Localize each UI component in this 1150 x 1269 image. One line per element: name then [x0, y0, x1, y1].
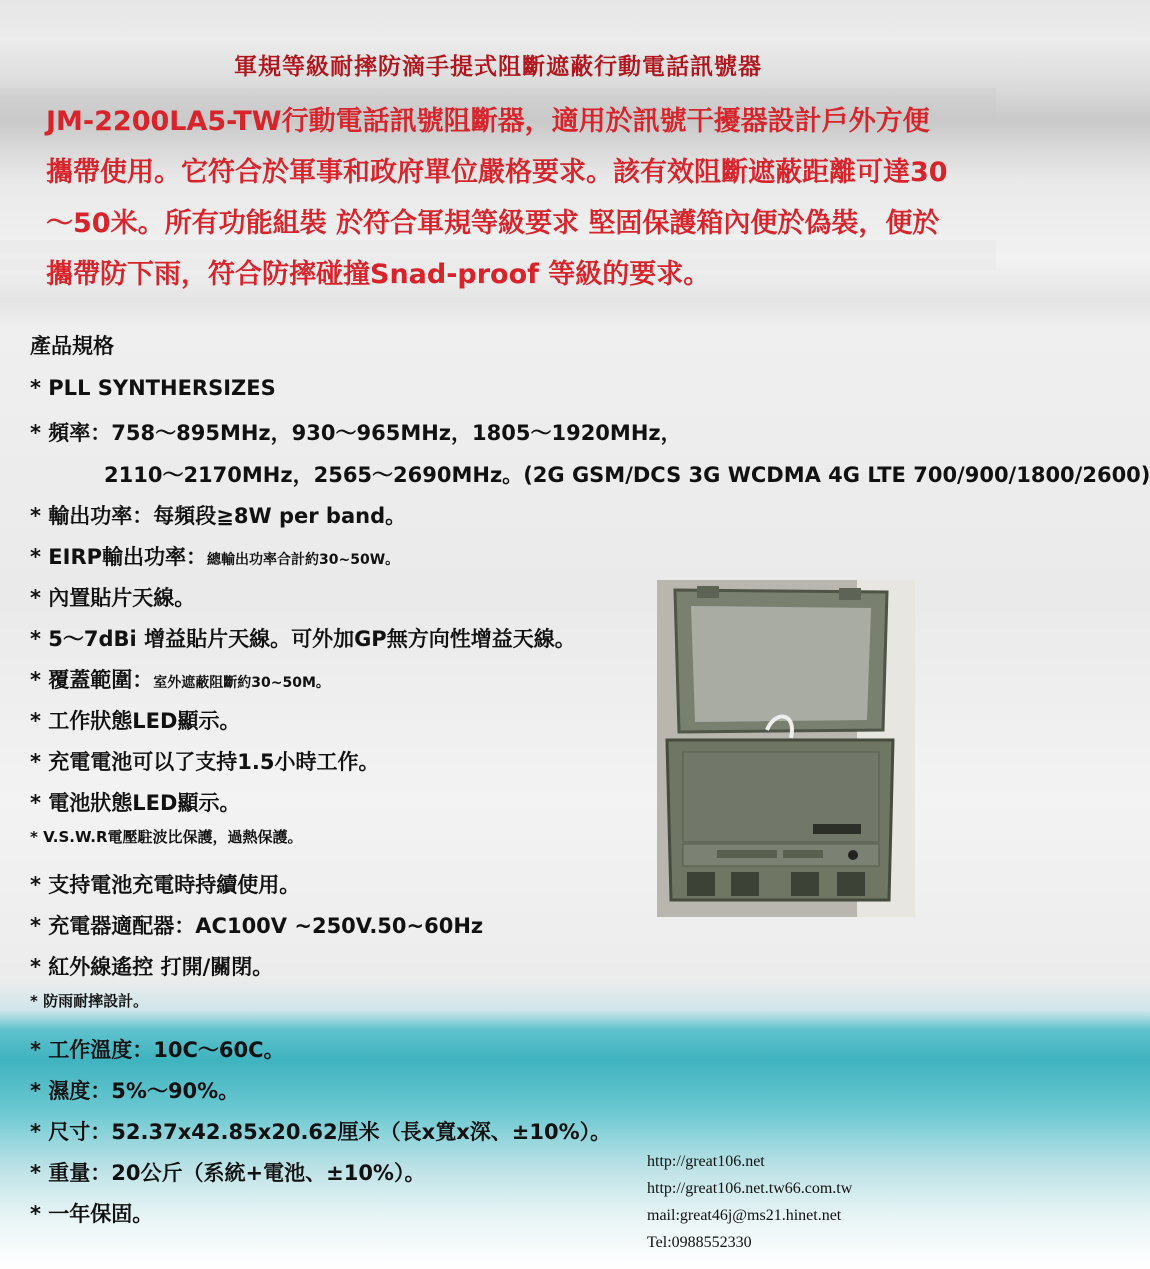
email-address[interactable]: mail:great46j@ms21.hinet.net: [647, 1207, 842, 1224]
spec-item: * 充電電池可以了支持1.5小時工作。: [30, 750, 380, 774]
contact-block: [647, 1148, 967, 1256]
spec-item: * EIRP輸出功率：總輸出功率合計約30~50W。: [30, 545, 400, 569]
spec-item-continued: 2110～2170MHz，2565～2690MHz。(2G GSM/DCS 3G WCDMA 4G LTE 700/900/1800/2600): [104, 463, 1150, 487]
product-photo: [657, 580, 915, 917]
spec-heading: 產品規格: [30, 334, 114, 358]
spec-item: * 紅外線遙控 打開/關閉。: [30, 955, 274, 979]
spec-item: * 濕度：5%～90%。: [30, 1079, 240, 1103]
website-link[interactable]: http://great106.net: [647, 1153, 765, 1170]
website-link-secondary[interactable]: http://great106.net.tw66.com.tw: [647, 1180, 853, 1197]
spec-item: * 覆蓋範圍：室外遮蔽阻斷約30~50M。: [30, 668, 330, 692]
spec-item: * 尺寸：52.37x42.85x20.62厘米（長x寬x深、±10%）。: [30, 1120, 612, 1144]
spec-item: * 工作狀態LED顯示。: [30, 709, 241, 733]
spec-item: * 一年保固。: [30, 1202, 154, 1226]
intro-paragraph: JM-2200LA5-TW行動電話訊號阻斷器，適用於訊號干擾器設計戶外方便攜帶使用。它符合於軍事和政府單位嚴格要求。該有效阻斷遮蔽距離可達30～50米。所有功能組裝 於符合軍規等級要求 堅固保護箱內便於偽裝，便於攜帶防下雨，符合防摔碰撞Snad-proof 等級的要求。: [46, 106, 948, 290]
spec-item: * 防雨耐摔設計。: [30, 992, 149, 1010]
spec-item: * 重量：20公斤（系統+電池、±10%）。: [30, 1161, 426, 1185]
phone-number: Tel:0988552330: [647, 1234, 752, 1251]
spec-item: * 輸出功率：每頻段≧8W per band。: [30, 504, 407, 528]
spec-item: * PLL SYNTHERSIZES: [30, 376, 276, 400]
band-note: (2G GSM/DCS 3G WCDMA 4G LTE 700/900/1800/2600): [523, 463, 1150, 487]
spec-item: * V.S.W.R電壓駐波比保護，過熱保護。: [30, 828, 303, 846]
spec-item: * 支持電池充電時持續使用。: [30, 873, 301, 897]
spec-item: * 頻率：758～895MHz，930～965MHz，1805～1920MHz，: [30, 421, 682, 445]
spec-item: * 5～7dBi 增益貼片天線。可外加GP無方向性增益天線。: [30, 627, 576, 651]
spec-item: * 內置貼片天線。: [30, 586, 196, 610]
rugged-case-illustration: [657, 580, 915, 917]
spec-item: * 充電器適配器：AC100V ~250V.50~60Hz: [30, 914, 484, 938]
spec-item: * 工作溫度：10C～60C。: [30, 1038, 285, 1062]
page-title: 軍規等級耐摔防滴手提式阻斷遮蔽行動電話訊號器: [234, 54, 762, 80]
spec-item: * 電池狀態LED顯示。: [30, 791, 241, 815]
